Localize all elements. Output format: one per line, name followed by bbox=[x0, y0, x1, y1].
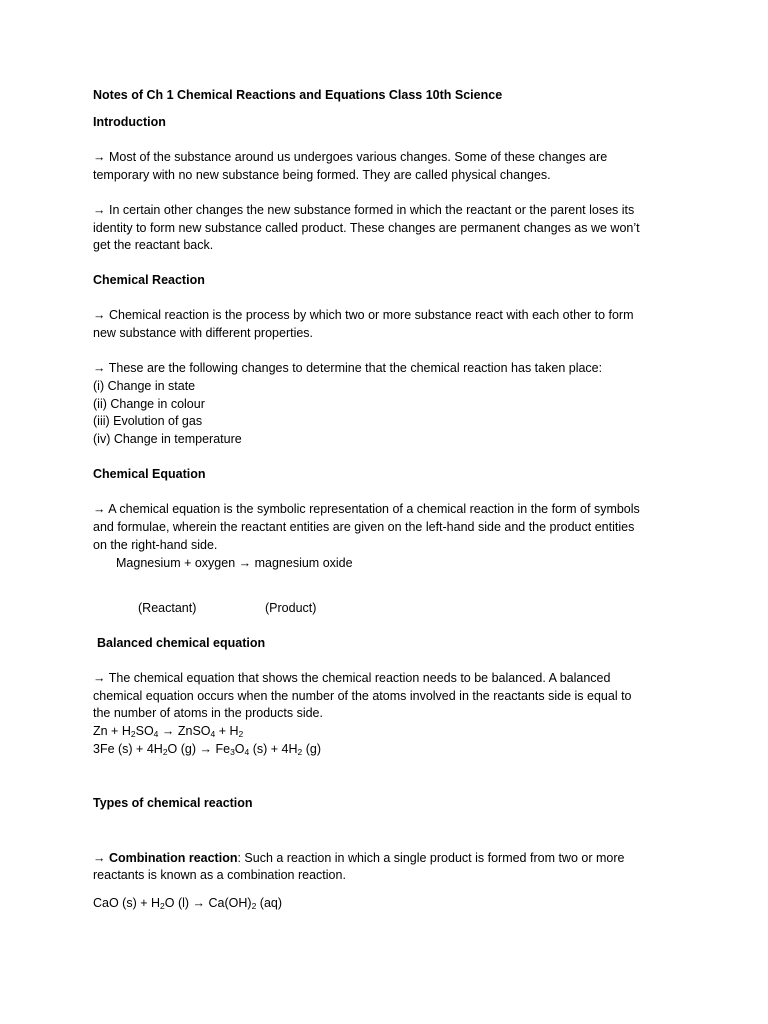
balanced-p1-line2: chemical equation occurs when the number of the atoms involved in the reactants side is equal to bbox=[93, 688, 632, 703]
heading-types-of-reaction: Types of chemical reaction bbox=[93, 795, 253, 810]
heading-introduction: Introduction bbox=[93, 115, 166, 129]
equation-p1-line3: on the right-hand side. bbox=[93, 537, 218, 552]
product-label: (Product) bbox=[265, 600, 317, 615]
combination-line2: reactants is known as a combination reaction. bbox=[93, 868, 346, 882]
intro-p2-line3: get the reactant back. bbox=[93, 238, 214, 252]
combination-line1: → Combination reaction: Such a reaction in which a single product is formed from two or more bbox=[93, 850, 625, 865]
balanced-p1-line3: the number of atoms in the products side. bbox=[93, 706, 323, 720]
combination-equation: CaO $(s) + H_2O$ $(l) \to Ca(OH)_2$ (aq) bbox=[93, 896, 283, 911]
list-item: (iv) Change in temperature bbox=[93, 431, 242, 446]
intro-p1-line1: → Most of the substance around us undergoes various changes. Some of these changes are bbox=[93, 150, 608, 164]
intro-p1-line2: temporary with no new substance being formed. They are called physical changes. bbox=[93, 167, 551, 182]
reaction-p1-line2: new substance with different properties. bbox=[93, 325, 314, 340]
balanced-equation-zinc: $Zn + H_2SO_4$ → ZnSO$_4$ + $H_2$ bbox=[93, 723, 244, 739]
equation-example: Magnesium + oxygen → magnesium oxide bbox=[116, 555, 353, 570]
reaction-p2-intro: → These are the following changes to determine that the chemical reaction has taken place: bbox=[93, 361, 603, 375]
intro-p2-line2: identity to form new substance called product. These changes are permanent changes as we won’t bbox=[93, 220, 640, 235]
balanced-p1-line1: → The chemical equation that shows the chemical reaction needs to be balanced. A balanced bbox=[93, 670, 611, 685]
list-item: (ii) Change in colour bbox=[93, 396, 205, 411]
list-item: (i) Change in state bbox=[93, 378, 196, 393]
combination-term: Combination reaction bbox=[108, 850, 238, 865]
intro-p2-line1: → In certain other changes the new substance formed in which the reactant or the parent loses its bbox=[93, 203, 635, 217]
document-title: Notes of Ch 1 Chemical Reactions and Equations Class 10th Science bbox=[93, 88, 503, 102]
heading-balanced-equation: Balanced chemical equation bbox=[97, 635, 266, 650]
reactant-label: (Reactant) bbox=[138, 600, 197, 615]
balanced-equation-iron: 3Fe $(s) + 4H_2O$ $(g) \to Fe_3O_4$ $(s) + 4H_2$ (g) bbox=[93, 741, 322, 757]
equation-p1-line2: and formulae, wherein the reactant entities are given on the left-hand side and the product entities bbox=[93, 520, 635, 534]
heading-chemical-equation: Chemical Equation bbox=[93, 467, 206, 481]
reaction-p1-line1: → Chemical reaction is the process by which two or more substance react with each other to form bbox=[93, 308, 634, 322]
equation-p1-line1: → A chemical equation is the symbolic representation of a chemical reaction in the form of symbols bbox=[93, 502, 640, 516]
list-item: (iii) Evolution of gas bbox=[93, 414, 203, 428]
heading-chemical-reaction: Chemical Reaction bbox=[93, 273, 205, 287]
